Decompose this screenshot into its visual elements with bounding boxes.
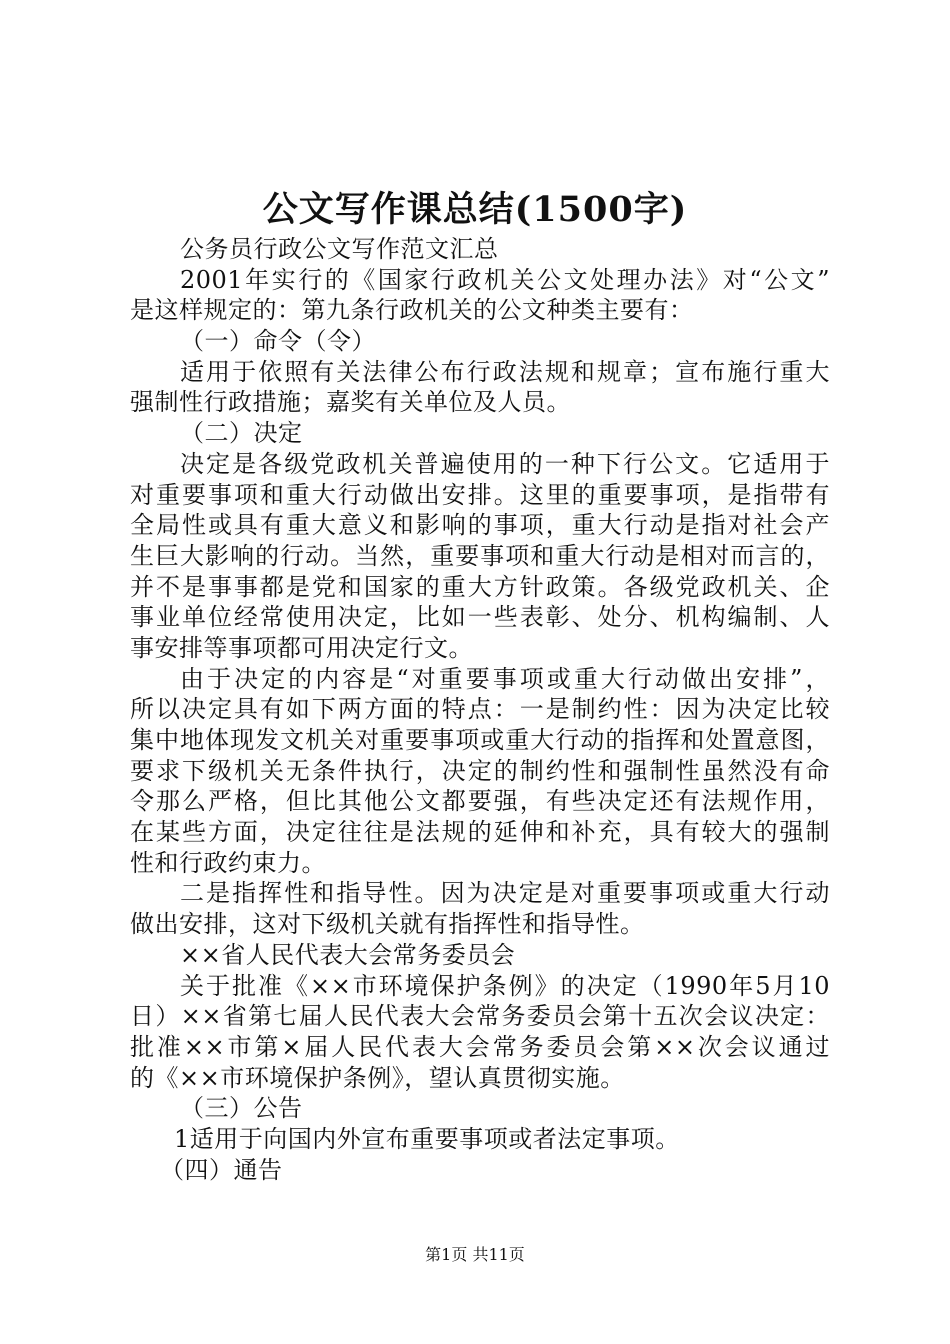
text-line: 全局性或具有重大意义和影响的事项，重大行动是指对社会产: [130, 511, 830, 540]
text-line: 公务员行政公文写作范文汇总: [180, 235, 499, 263]
text-line: （一）命令（令）: [180, 327, 376, 356]
text-line: 1适用于向国内外宣布重要事项或者法定事项。: [174, 1124, 680, 1153]
text-line: 批准××市第×届人民代表大会常务委员会第××次会议通过: [130, 1032, 830, 1061]
text-line: 强制性行政措施；嘉奖有关单位及人员。: [130, 388, 571, 417]
text-line: 在某些方面，决定往往是法规的延伸和补充，具有较大的强制: [130, 818, 830, 847]
text-line: （二）决定: [180, 419, 303, 448]
document-body: [130, 234, 830, 1185]
text-line: 二是指挥性和指导性。因为决定是对重要事项或重大行动: [180, 879, 830, 908]
text-line: 是这样规定的：第九条行政机关的公文种类主要有：: [130, 296, 694, 325]
text-line: 对重要事项和重大行动做出安排。这里的重要事项，是指带有: [130, 480, 830, 509]
text-line: 事安排等事项都可用决定行文。: [130, 633, 473, 662]
text-line: 决定是各级党政机关普遍使用的一种下行公文。它适用于: [180, 449, 830, 478]
text-line: 日）××省第七届人民代表大会常务委员会第十五次会议决定：: [130, 1002, 830, 1031]
text-line: 关于批准《××市环境保护条例》的决定（1990年5月10: [180, 971, 830, 1000]
text-line: 2001年实行的《国家行政机关公文处理办法》对“公文”: [180, 265, 830, 294]
text-line: 的《××市环境保护条例》，望认真贯彻实施。: [130, 1063, 625, 1092]
text-line: 事业单位经常使用决定，比如一些表彰、处分、机构编制、人: [130, 603, 830, 632]
text-line: （四）通告: [160, 1155, 283, 1184]
text-line: 并不是事事都是党和国家的重大方针政策。各级党政机关、企: [130, 572, 830, 601]
text-line: 做出安排，这对下级机关就有指挥性和指导性。: [130, 910, 645, 939]
text-line: （三）公告: [180, 1094, 303, 1123]
text-line: 由于决定的内容是“对重要事项或重大行动做出安排”，: [180, 664, 830, 693]
text-line: 生巨大影响的行动。当然，重要事项和重大行动是相对而言的，: [130, 541, 830, 570]
document-title: 公文写作课总结(1500字): [262, 189, 688, 230]
text-line: 所以决定具有如下两方面的特点：一是制约性：因为决定比较: [130, 695, 830, 724]
text-line: 集中地体现发文机关对重要事项或重大行动的指挥和处置意图，: [130, 726, 830, 754]
text-line: 适用于依照有关法律公布行政法规和规章；宣布施行重大: [180, 357, 830, 386]
text-line: ××省人民代表大会常务委员会: [180, 940, 516, 969]
page-footer: 第1页 共11页: [425, 1245, 525, 1264]
text-line: 令那么严格，但比其他公文都要强，有些决定还有法规作用，: [130, 787, 830, 816]
text-line: 要求下级机关无条件执行，决定的制约性和强制性虽然没有命: [130, 756, 830, 785]
text-line: 性和行政约束力。: [130, 848, 326, 877]
